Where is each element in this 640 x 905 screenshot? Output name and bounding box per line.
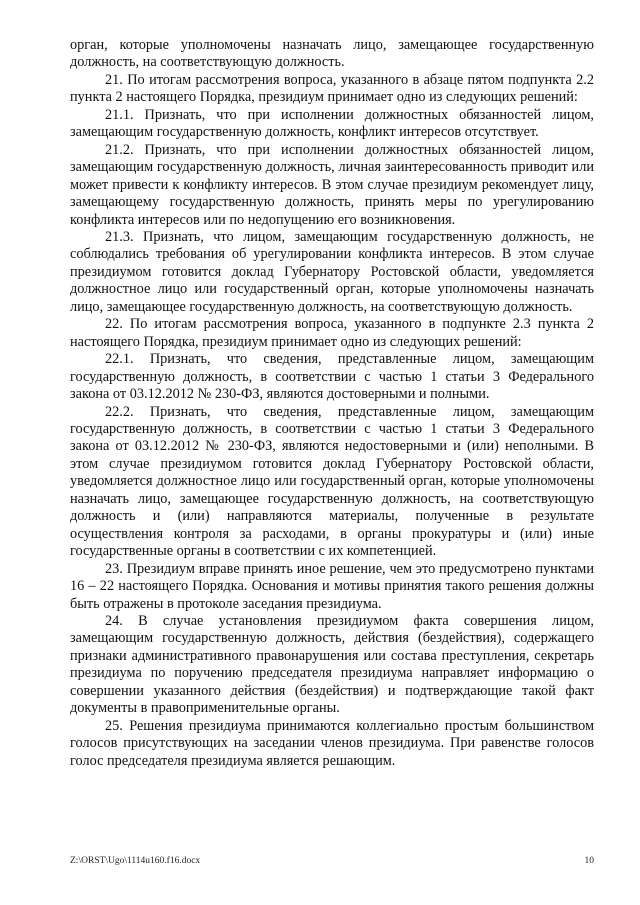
paragraph-item-22: 22. По итогам рассмотрения вопроса, указанного в подпункте 2.3 пункта 2 настоящего Порядка, президиум принимает одно из следующих решений: — [70, 316, 594, 350]
paragraph-item-22-2: 22.2. Признать, что сведения, представленные лицом, замещающим государственную должность, в соответствии с частью 1 статьи 3 Федерального закона от 03.12.2012 № 230-ФЗ, являются недостоверными и (или) неполными. В этом случае президиумом готовится доклад Губернатору Ростовской области, уведомляется должностное лицо или государственный орган, которые уполномочены назначать лицо, замещающее государственную должность, на соответствующую должность и (или) направляются материалы, полученные в результате осуществления контроля за расходами, в органы прокуратуры и (или) иные государственные органы в соответствии с их компетенцией. — [70, 403, 594, 560]
paragraph-item-21: 21. По итогам рассмотрения вопроса, указанного в абзаце пятом подпункта 2.2 пункта 2 настоящего Порядка, президиум принимает одно из следующих решений: — [70, 71, 594, 106]
paragraph-item-23: 23. Президиум вправе принять иное решение, чем это предусмотрено пунктами 16 – 22 настоящего Порядка. Основания и мотивы принятия такого решения должны быть отражены в протоколе заседания президиума. — [70, 560, 594, 612]
paragraph-item-21-1: 21.1. Признать, что при исполнении должностных обязанностей лицом, замещающим государственную должность, конфликт интересов отсутствует. — [70, 106, 594, 141]
paragraph-item-24: 24. В случае установления президиумом факта совершения лицом, замещающим государственную должность, действия (бездействия), содержащего признаки административного правонарушения или состава преступления, секретарь президиума по поручению председателя президиума направляет информацию о совершении указанного действия (бездействия) и подтверждающие такой факт документы в правоприменительные органы. — [70, 612, 594, 717]
paragraph-item-22-1: 22.1. Признать, что сведения, представленные лицом, замещающим государственную должность, в соответствии с частью 1 статьи 3 Федерального закона от 03.12.2012 № 230-ФЗ, являются достоверными и полными. — [70, 351, 594, 403]
paragraph-item-21-3: 21.3. Признать, что лицом, замещающим государственную должность, не соблюдались требования об урегулировании конфликта интересов. В этом случае президиумом готовится доклад Губернатору Ростовской области, уведомляется должностное лицо или государственный орган, которые уполномочены назначать лицо, замещающее государственную должность, на соответствующую должность. — [70, 228, 594, 315]
footer-page-number: 10 — [584, 856, 594, 866]
document-body — [70, 37, 594, 770]
paragraph-item-21-2: 21.2. Признать, что при исполнении должностных обязанностей лицом, замещающим государственную должность, личная заинтересованность приводит или может привести к конфликту интересов. В этом случае президиум рекомендует лицу, замещающему государственную должность, принять меры по урегулированию конфликта интересов или по недопущению его возникновения. — [70, 141, 594, 228]
paragraph-continuation: орган, которые уполномочены назначать лицо, замещающее государственную должность, на соответствующую должность. — [70, 37, 594, 71]
footer-file-path: Z:\ORST\Ugo\1114u160.f16.docx — [70, 856, 201, 866]
paragraph-item-25: 25. Решения президиума принимаются коллегиально простым большинством голосов присутствующих на заседании членов президиума. При равенстве голосов голос председателя президиума является решающим. — [70, 717, 594, 769]
